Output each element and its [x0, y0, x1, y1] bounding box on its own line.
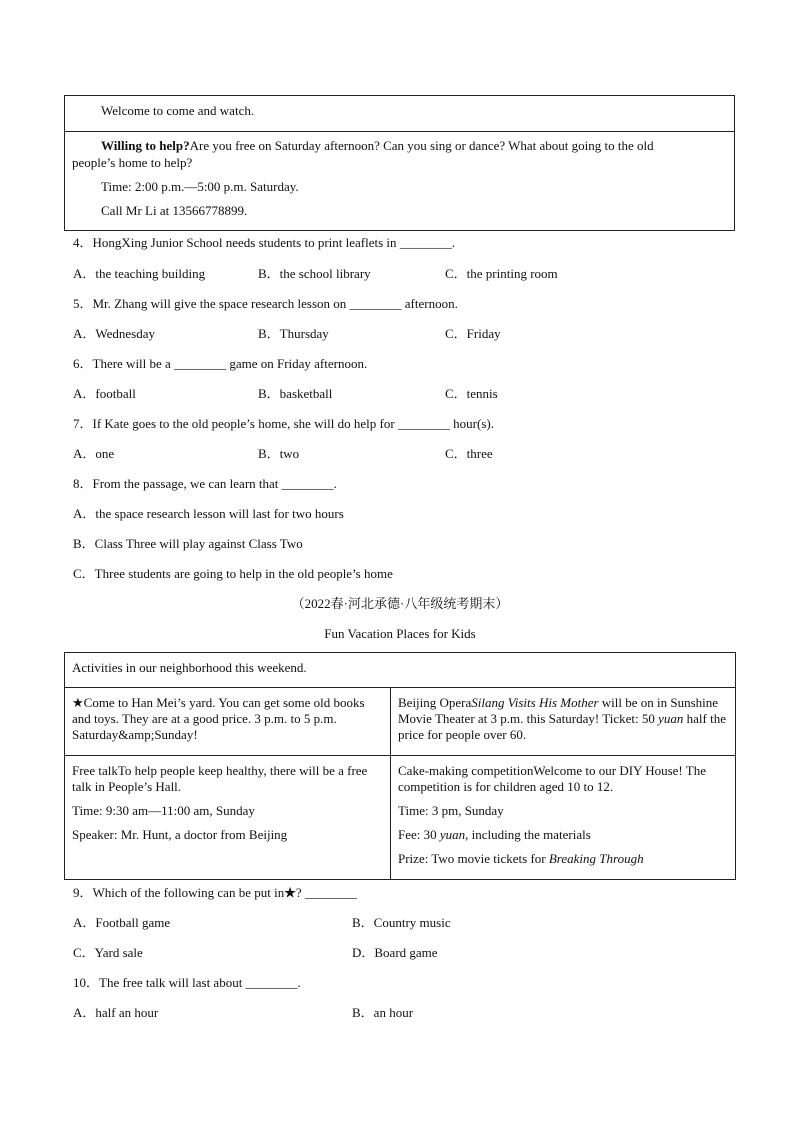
willing-text-2: people’s home to help?	[72, 155, 193, 170]
question-5-option-a: A．Wednesday	[73, 326, 155, 341]
question-8-option-c: C．Three students are going to help in the old people’s home	[73, 566, 393, 581]
question-5-option-b: B．Thursday	[258, 326, 329, 341]
cake-fee-yuan: yuan	[439, 827, 466, 842]
question-9-option-a: A．Football game	[73, 915, 171, 930]
opera-cell	[398, 695, 728, 743]
source-label: （2022春·河北承德·八年级统考期末）	[291, 596, 509, 611]
notice-divider	[65, 131, 734, 132]
free-talk-time: Time: 9:30 am—11:00 am, Sunday	[72, 803, 255, 818]
free-talk-intro: Free talkTo help people keep healthy, there will be a free talk in People’s Hall.	[72, 763, 368, 794]
question-7-option-c: C．three	[445, 446, 493, 461]
question-8-option-a: A．the space research lesson will last for two hours	[73, 506, 344, 521]
opera-mid: will be on in Sunshine Movie Theater at 3 p.m. this Saturday! Ticket: 50	[398, 695, 719, 726]
notice-call: Call Mr Li at 13566778899.	[101, 203, 248, 218]
welcome-text: Welcome to come and watch.	[101, 103, 255, 118]
cake-prize	[398, 851, 728, 867]
table-header: Activities in our neighborhood this weekend.	[72, 660, 307, 675]
question-9-stem-pre: 9．Which of the following can be put in	[73, 885, 285, 900]
yard-sale-cell: ★Come to Han Mei’s yard. You can get some old books and toys. They are at a good price. 3 p.m. to 5 p.m. Saturday&amp;Sunday!	[72, 695, 365, 742]
question-5-stem: 5．Mr. Zhang will give the space research lesson on ________ afternoon.	[73, 296, 458, 311]
cake-prize-pre: Prize: Two movie tickets for	[398, 851, 549, 866]
question-4-stem: 4．HongXing Junior School needs students to print leaflets in ________.	[73, 235, 456, 250]
notice-box	[64, 95, 735, 231]
opera-yuan: yuan	[658, 711, 684, 726]
willing-text-1: Are you free on Saturday afternoon? Can you sing or dance? What about going to the old	[189, 138, 654, 153]
question-5-option-c: C．Friday	[445, 326, 501, 341]
star-icon: ★	[284, 885, 296, 900]
question-4-option-c: C．the printing room	[445, 266, 558, 281]
question-9-stem-post: ? ________	[295, 885, 357, 900]
cake-fee	[398, 827, 728, 843]
opera-title: Silang Visits His Mother	[471, 695, 599, 710]
passage-title: Fun Vacation Places for Kids	[324, 626, 476, 641]
cake-fee-pre: Fee: 30	[398, 827, 440, 842]
willing-line-1	[101, 138, 654, 154]
question-6-option-c: C．tennis	[445, 386, 498, 401]
cake-time: Time: 3 pm, Sunday	[398, 803, 504, 818]
question-10-option-b: B．an hour	[352, 1005, 414, 1020]
question-9-option-c: C．Yard sale	[73, 945, 143, 960]
question-6-option-b: B．basketball	[258, 386, 333, 401]
question-9-option-b: B．Country music	[352, 915, 451, 930]
cake-intro: Cake-making competitionWelcome to our DIY House! The competition is for children aged 10 to 12.	[398, 763, 706, 794]
question-9-option-d: D．Board game	[352, 945, 438, 960]
question-9-stem	[73, 885, 357, 901]
question-8-stem: 8．From the passage, we can learn that ________.	[73, 476, 337, 491]
question-6-option-a: A．football	[73, 386, 136, 401]
question-6-stem: 6．There will be a ________ game on Friday afternoon.	[73, 356, 368, 371]
cake-fee-post: , including the materials	[465, 827, 591, 842]
table-column-divider	[390, 687, 391, 879]
free-talk-speaker: Speaker: Mr. Hunt, a doctor from Beijing	[72, 827, 288, 842]
cake-prize-title: Breaking Through	[548, 851, 644, 866]
question-10-option-a: A．half an hour	[73, 1005, 159, 1020]
willing-title: Willing to help?	[101, 138, 190, 153]
table-row-divider-2	[65, 755, 735, 756]
question-7-option-b: B．two	[258, 446, 300, 461]
opera-pre: Beijing Opera	[398, 695, 472, 710]
opera-post: half the price for people over 60.	[398, 711, 726, 742]
question-7-option-a: A．one	[73, 446, 115, 461]
activities-table	[64, 652, 736, 880]
notice-time: Time: 2:00 p.m.—5:00 p.m. Saturday.	[101, 179, 299, 194]
question-8-option-b: B．Class Three will play against Class Two	[73, 536, 303, 551]
table-row-divider-1	[65, 687, 735, 688]
question-4-option-a: A．the teaching building	[73, 266, 206, 281]
question-4-option-b: B．the school library	[258, 266, 371, 281]
question-10-stem: 10．The free talk will last about ________.	[73, 975, 301, 990]
question-7-stem: 7．If Kate goes to the old people’s home, she will do help for ________ hour(s).	[73, 416, 494, 431]
